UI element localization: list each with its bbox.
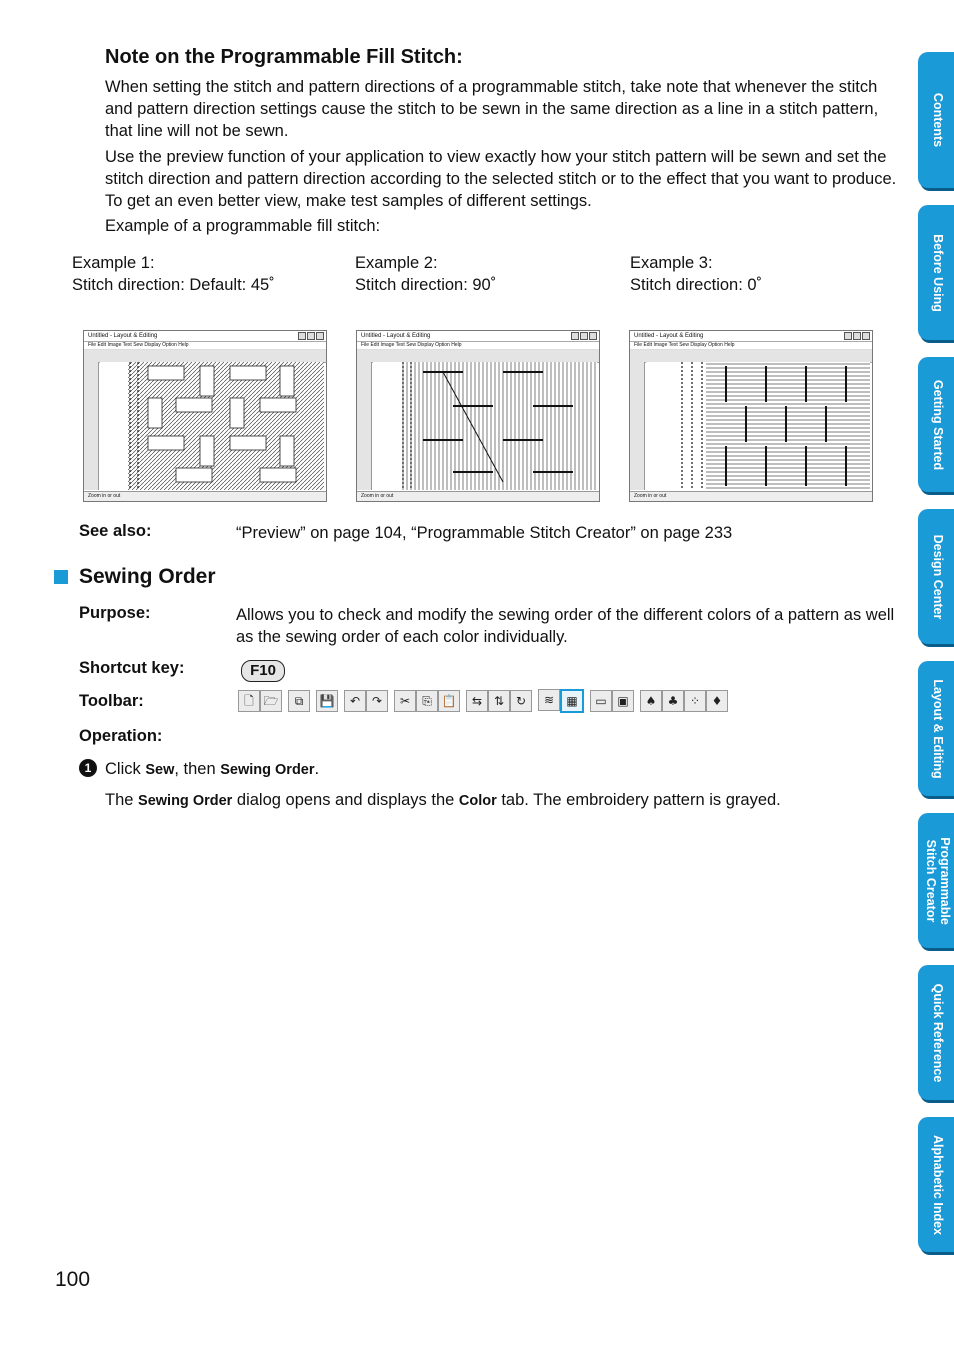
- copy-icon[interactable]: ⎘: [416, 690, 438, 712]
- undo-icon[interactable]: ↶: [344, 690, 366, 712]
- pattern-0-canvas: [646, 362, 870, 490]
- maximize-icon: [580, 332, 588, 340]
- close-icon: [316, 332, 324, 340]
- menu-sewing-order: Sewing Order: [220, 762, 315, 778]
- tab-label: Programmable Stitch Creator: [924, 836, 952, 925]
- note-text-b: dialog opens and displays the: [232, 791, 459, 809]
- pattern-90-canvas: [373, 362, 597, 490]
- tab-getting-started[interactable]: [918, 357, 954, 492]
- see-also-label: See also:: [79, 522, 152, 540]
- preview-icon[interactable]: ▭: [590, 690, 612, 712]
- tab-label: Layout & Editing: [931, 678, 945, 779]
- mirror-horizontal-icon[interactable]: ⇆: [466, 690, 488, 712]
- tool-palette: [84, 362, 99, 490]
- step-1-text: [105, 758, 319, 781]
- purpose-label: Purpose:: [79, 604, 151, 622]
- example-2-caption: Stitch direction: 90˚: [355, 276, 497, 294]
- step-number-badge: 1: [79, 759, 97, 777]
- tab-design-center[interactable]: [918, 509, 954, 644]
- tab-label: Contents: [931, 92, 945, 148]
- mirror-vertical-icon[interactable]: ⇅: [488, 690, 510, 712]
- example-1: [72, 252, 275, 296]
- status-bar: Zoom in or out: [84, 491, 327, 501]
- menu-bar: File Edit Image Text Sew Display Option Help: [357, 342, 599, 350]
- app-toolbar: [238, 690, 734, 712]
- step-text-b: , then: [174, 760, 221, 778]
- sewing-order-icon[interactable]: ▦: [560, 689, 584, 713]
- note-paragraph-3: Example of a programmable fill stitch:: [105, 217, 381, 235]
- menu-bar: File Edit Image Text Sew Display Option Help: [84, 342, 326, 350]
- tab-contents[interactable]: [918, 52, 954, 188]
- example-1-caption: Stitch direction: Default: 45˚: [72, 276, 275, 294]
- example-1-title: Example 1:: [72, 254, 155, 272]
- tab-label: Getting Started: [931, 379, 945, 470]
- close-icon: [589, 332, 597, 340]
- tab-programmable-stitch-creator[interactable]: [918, 813, 954, 948]
- import-icon[interactable]: ⧉: [288, 690, 310, 712]
- stitch-pattern-icon[interactable]: ≋: [538, 689, 560, 711]
- redo-icon[interactable]: ↷: [366, 690, 388, 712]
- example-3-title: Example 3:: [630, 254, 713, 272]
- window-title: Untitled - Layout & Editing: [630, 331, 872, 342]
- close-icon: [862, 332, 870, 340]
- realistic-preview-icon[interactable]: ▣: [612, 690, 634, 712]
- dialog-name: Sewing Order: [138, 793, 233, 809]
- example-3-caption: Stitch direction: 0˚: [630, 276, 763, 294]
- note-title: Note on the Programmable Fill Stitch:: [105, 46, 463, 68]
- save-icon[interactable]: 💾: [316, 690, 338, 712]
- see-also-links[interactable]: “Preview” on page 104, “Programmable Stitch Creator” on page 233: [236, 524, 733, 542]
- tool-palette: [357, 362, 372, 490]
- pattern-45-canvas: [100, 362, 324, 490]
- status-bar: Zoom in or out: [630, 491, 873, 501]
- shortcut-key-badge: F10: [241, 660, 285, 682]
- purpose-text: Allows you to check and modify the sewing order of the different colors of a pattern as well as the sewing order of each color individually.: [236, 606, 895, 646]
- cut-icon[interactable]: ✂: [394, 690, 416, 712]
- tab-label: Before Using: [931, 233, 945, 312]
- paste-icon[interactable]: 📋: [438, 690, 460, 712]
- page-number: 100: [55, 1268, 91, 1291]
- tab-alphabetic-index[interactable]: [918, 1117, 954, 1252]
- minimize-icon: [844, 332, 852, 340]
- open-folder-icon[interactable]: 🗁: [260, 690, 282, 712]
- embroidery-design-icon[interactable]: ♠: [640, 690, 662, 712]
- toolbar-label: Toolbar:: [79, 692, 144, 710]
- example-2-screenshot: [356, 330, 600, 502]
- maximize-icon: [853, 332, 861, 340]
- tab-name: Color: [458, 793, 497, 809]
- shortcut-label: Shortcut key:: [79, 659, 185, 677]
- step-1-result: [105, 789, 781, 812]
- step-text-c: .: [314, 760, 320, 778]
- design-property-icon[interactable]: ♦: [706, 690, 728, 712]
- minimize-icon: [298, 332, 306, 340]
- minimize-icon: [571, 332, 579, 340]
- example-1-screenshot: [83, 330, 327, 502]
- tab-label: Alphabetic Index: [931, 1134, 945, 1235]
- step-text-a: Click: [105, 760, 146, 778]
- operation-label: Operation:: [79, 727, 163, 745]
- new-file-icon[interactable]: 🗋: [238, 690, 260, 712]
- tab-label: Design Center: [931, 534, 945, 619]
- example-3: [630, 252, 762, 296]
- embroidery-design-2-icon[interactable]: ♣: [662, 690, 684, 712]
- tab-before-using[interactable]: [918, 205, 954, 340]
- tab-layout-editing[interactable]: [918, 661, 954, 796]
- tool-palette: [630, 362, 645, 490]
- stitch-icon[interactable]: ⁘: [684, 690, 706, 712]
- note-paragraph-2: Use the preview function of your application to view exactly how your stitch pattern will be sewn and set the stitch direction and pattern direction according to the selected stitch or to the effect that you want to produce. To get an even better view, make test samples of different settings.: [105, 148, 897, 210]
- example-3-screenshot: [629, 330, 873, 502]
- maximize-icon: [307, 332, 315, 340]
- note-text-a: The: [105, 791, 139, 809]
- tab-label: Quick Reference: [931, 983, 945, 1082]
- example-2: [355, 252, 496, 296]
- note-text-c: tab. The embroidery pattern is grayed.: [496, 791, 781, 809]
- tab-quick-reference[interactable]: [918, 965, 954, 1100]
- section-title: Sewing Order: [79, 565, 216, 588]
- note-paragraph-1: When setting the stitch and pattern directions of a programmable stitch, take note that whenever the stitch and pattern direction settings cause the stitch to be sewn in the same direction as a line in a stitch pattern, that line will not be sewn.: [105, 78, 879, 140]
- window-title: Untitled - Layout & Editing: [357, 331, 599, 342]
- example-2-title: Example 2:: [355, 254, 438, 272]
- rotate-icon[interactable]: ↻: [510, 690, 532, 712]
- menu-sew: Sew: [145, 762, 175, 778]
- section-bullet-icon: [54, 570, 68, 584]
- status-bar: Zoom in or out: [357, 491, 600, 501]
- window-title: Untitled - Layout & Editing: [84, 331, 326, 342]
- menu-bar: File Edit Image Text Sew Display Option Help: [630, 342, 872, 350]
